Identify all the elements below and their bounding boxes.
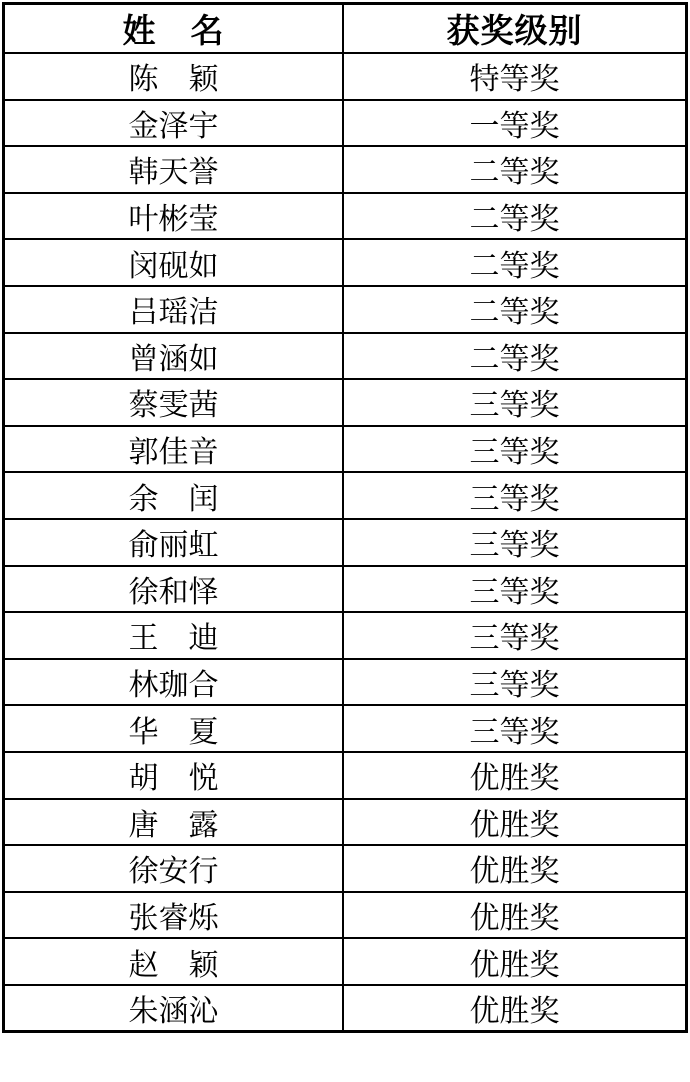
table-row [4,519,687,566]
award-cell: 优胜奖 [343,799,687,846]
table-row [4,659,687,706]
name-cell: 蔡雯茜 [4,379,343,426]
award-cell: 三等奖 [343,659,687,706]
table-row [4,752,687,799]
award-cell: 二等奖 [343,333,687,380]
name-cell: 叶彬莹 [4,193,343,240]
award-cell: 二等奖 [343,239,687,286]
name-cell: 金泽宇 [4,100,343,147]
award-cell: 三等奖 [343,426,687,473]
name-cell: 曾涵如 [4,333,343,380]
award-cell: 三等奖 [343,379,687,426]
award-cell: 二等奖 [343,193,687,240]
award-cell: 三等奖 [343,612,687,659]
name-cell: 徐和怿 [4,566,343,613]
table-row [4,845,687,892]
name-cell: 陈 颖 [4,53,343,100]
table-row [4,892,687,939]
award-table [2,2,688,1033]
award-cell: 优胜奖 [343,892,687,939]
award-cell: 优胜奖 [343,985,687,1032]
table-row [4,193,687,240]
name-cell: 韩天誉 [4,146,343,193]
name-cell: 赵 颖 [4,938,343,985]
award-cell: 优胜奖 [343,938,687,985]
table-row [4,333,687,380]
table-row [4,799,687,846]
award-cell: 三等奖 [343,472,687,519]
name-cell: 林珈合 [4,659,343,706]
name-cell: 胡 悦 [4,752,343,799]
table-row [4,379,687,426]
name-cell: 闵砚如 [4,239,343,286]
award-cell: 二等奖 [343,146,687,193]
name-cell: 郭佳音 [4,426,343,473]
name-cell: 余 闰 [4,472,343,519]
table-row [4,53,687,100]
award-cell: 三等奖 [343,566,687,613]
header-row [4,4,687,54]
table-row [4,146,687,193]
table-row [4,472,687,519]
table-row [4,286,687,333]
name-cell: 华 夏 [4,705,343,752]
award-cell: 三等奖 [343,519,687,566]
table-row [4,938,687,985]
table-row [4,426,687,473]
name-cell: 张睿烁 [4,892,343,939]
name-cell: 朱涵沁 [4,985,343,1032]
name-cell: 俞丽虹 [4,519,343,566]
award-cell: 优胜奖 [343,845,687,892]
name-cell: 徐安行 [4,845,343,892]
award-cell: 三等奖 [343,705,687,752]
name-cell: 吕瑶洁 [4,286,343,333]
table-row [4,239,687,286]
award-cell: 一等奖 [343,100,687,147]
table-row [4,985,687,1032]
name-cell: 唐 露 [4,799,343,846]
table-row [4,100,687,147]
table-row [4,705,687,752]
table-row [4,566,687,613]
column-header-award-level: 获奖级别 [343,4,687,54]
award-cell: 优胜奖 [343,752,687,799]
award-cell: 特等奖 [343,53,687,100]
table-row [4,612,687,659]
name-cell: 王 迪 [4,612,343,659]
column-header-name: 姓 名 [4,4,343,54]
award-cell: 二等奖 [343,286,687,333]
